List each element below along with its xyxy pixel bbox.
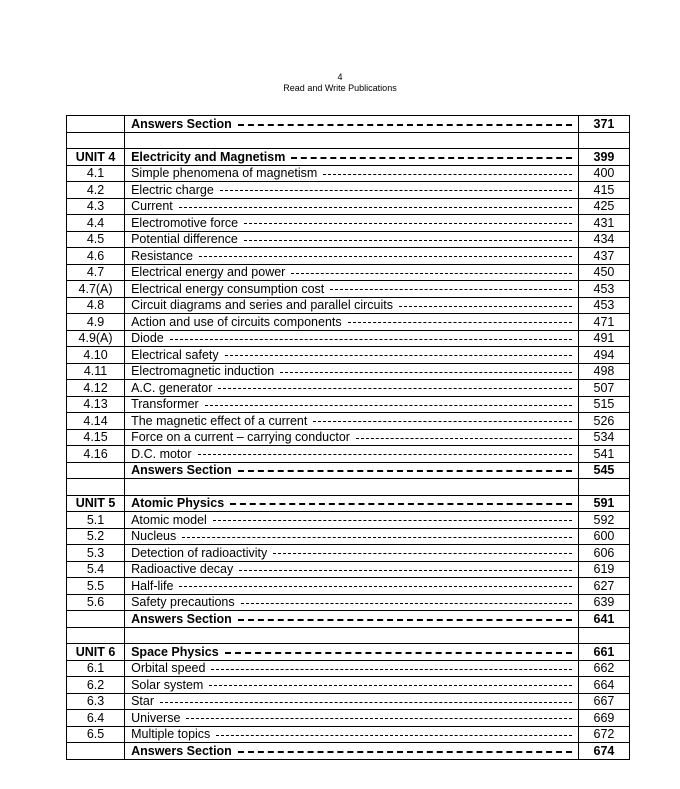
- toc-row: [67, 429, 630, 446]
- toc-page-number: 667: [578, 693, 629, 710]
- toc-row: [67, 182, 630, 199]
- toc-row: [67, 578, 630, 595]
- toc-title: Answers Section: [131, 116, 232, 131]
- toc-row: [67, 330, 630, 347]
- toc-title: Simple phenomena of magnetism: [131, 166, 318, 181]
- toc-title-cell: [125, 594, 579, 611]
- toc-page-number: 425: [578, 198, 629, 215]
- toc-title-cell: [125, 330, 579, 347]
- toc-row: [67, 462, 630, 479]
- toc-title-cell: [125, 231, 579, 248]
- toc-title: Universe: [131, 710, 181, 725]
- toc-row: [67, 512, 630, 529]
- dotted-leader: [280, 372, 572, 373]
- dotted-leader: [238, 619, 572, 621]
- toc-page-number: 661: [578, 644, 629, 661]
- dotted-leader: [179, 207, 572, 208]
- toc-title: Electromotive force: [131, 215, 239, 230]
- toc-row: [67, 677, 630, 694]
- toc-section-number: 5.1: [67, 512, 125, 529]
- toc-section-number: [67, 743, 125, 760]
- toc-title-cell: [125, 446, 579, 463]
- toc-title: Atomic Physics: [131, 496, 225, 511]
- dotted-leader: [209, 685, 572, 686]
- dotted-leader: [182, 537, 572, 538]
- toc-title: Electrical energy and power: [131, 265, 286, 280]
- toc-section-number: 4.3: [67, 198, 125, 215]
- toc-section-number: 4.12: [67, 380, 125, 397]
- dotted-leader: [186, 718, 571, 719]
- toc-page-number: 371: [578, 116, 629, 133]
- toc-title-cell: [125, 182, 579, 199]
- toc-section-number: 4.15: [67, 429, 125, 446]
- toc-title: Electromagnetic induction: [131, 364, 275, 379]
- toc-title: Action and use of circuits components: [131, 314, 342, 329]
- toc-page-number: 494: [578, 347, 629, 364]
- toc-title-cell: [125, 462, 579, 479]
- toc-title-cell: [125, 314, 579, 331]
- toc-page-number: 662: [578, 660, 629, 677]
- toc-section-number: 5.4: [67, 561, 125, 578]
- toc-row: [67, 561, 630, 578]
- toc-page-number: 674: [578, 743, 629, 760]
- toc-section-number: 6.4: [67, 710, 125, 727]
- toc-spacer-row: [67, 627, 630, 644]
- toc-title-cell: [125, 693, 579, 710]
- dotted-leader: [273, 553, 572, 554]
- dotted-leader: [211, 669, 571, 670]
- toc-title: Half-life: [131, 578, 174, 593]
- toc-title-cell: [125, 380, 579, 397]
- publisher-name: Read and Write Publications: [283, 83, 397, 93]
- toc-spacer-row: [67, 132, 630, 149]
- toc-title-cell: [125, 116, 579, 133]
- dotted-leader: [399, 306, 572, 307]
- toc-title: Star: [131, 694, 155, 709]
- toc-title: Resistance: [131, 248, 193, 263]
- toc-spacer-cell: [578, 132, 629, 149]
- table-of-contents: [66, 115, 630, 760]
- toc-page-number: 434: [578, 231, 629, 248]
- dotted-leader: [244, 223, 572, 224]
- toc-page-number: 639: [578, 594, 629, 611]
- toc-section-number: 5.6: [67, 594, 125, 611]
- dotted-leader: [291, 273, 572, 274]
- toc-title: Orbital speed: [131, 661, 206, 676]
- dotted-leader: [220, 190, 572, 191]
- toc-page-number: 545: [578, 462, 629, 479]
- dotted-leader: [241, 603, 572, 604]
- dotted-leader: [179, 586, 571, 587]
- toc-row: [67, 231, 630, 248]
- toc-title-cell: [125, 677, 579, 694]
- toc-title-cell: [125, 561, 579, 578]
- dotted-leader: [213, 520, 572, 521]
- toc-page-number: 672: [578, 726, 629, 743]
- toc-title: Answers Section: [131, 611, 232, 626]
- dotted-leader: [199, 256, 572, 257]
- toc-spacer-cell: [67, 479, 125, 496]
- toc-page-number: 591: [578, 495, 629, 512]
- toc-title-cell: [125, 743, 579, 760]
- toc-spacer-cell: [125, 132, 579, 149]
- page-header: [0, 72, 680, 94]
- dotted-leader: [238, 470, 572, 472]
- toc-title-cell: [125, 429, 579, 446]
- toc-section-number: 6.2: [67, 677, 125, 694]
- toc-row: [67, 693, 630, 710]
- toc-spacer-cell: [125, 627, 579, 644]
- toc-title-cell: [125, 545, 579, 562]
- toc-section-number: 6.5: [67, 726, 125, 743]
- toc-page-number: 399: [578, 149, 629, 166]
- dotted-leader: [356, 438, 572, 439]
- toc-title-cell: [125, 281, 579, 298]
- dotted-leader: [225, 355, 572, 356]
- toc-row: [67, 413, 630, 430]
- toc-page-number: 515: [578, 396, 629, 413]
- toc-section-number: 6.1: [67, 660, 125, 677]
- dotted-leader: [313, 421, 572, 422]
- toc-title-cell: [125, 347, 579, 364]
- toc-spacer-row: [67, 479, 630, 496]
- page-number: 4: [337, 72, 343, 82]
- toc-section-number: UNIT 4: [67, 149, 125, 166]
- toc-title: Multiple topics: [131, 727, 211, 742]
- toc-title: Electric charge: [131, 182, 214, 197]
- toc-page-number: 431: [578, 215, 629, 232]
- toc-title-cell: [125, 578, 579, 595]
- toc-section-number: 4.11: [67, 363, 125, 380]
- toc-section-number: 4.10: [67, 347, 125, 364]
- toc-section-number: UNIT 6: [67, 644, 125, 661]
- dotted-leader: [244, 240, 572, 241]
- toc-title: Electrical energy consumption cost: [131, 281, 325, 296]
- toc-section-number: [67, 462, 125, 479]
- toc-section-number: 5.2: [67, 528, 125, 545]
- toc-title: Solar system: [131, 677, 204, 692]
- toc-section-number: 6.3: [67, 693, 125, 710]
- toc-title-cell: [125, 198, 579, 215]
- toc-title: Nucleus: [131, 529, 177, 544]
- dotted-leader: [160, 702, 572, 703]
- toc-title-cell: [125, 495, 579, 512]
- toc-title-cell: [125, 644, 579, 661]
- toc-row: [67, 380, 630, 397]
- toc-row: [67, 264, 630, 281]
- dotted-leader: [230, 503, 572, 505]
- toc-page-number: 600: [578, 528, 629, 545]
- toc-title: Answers Section: [131, 463, 232, 478]
- toc-section-number: 4.6: [67, 248, 125, 265]
- toc-title-cell: [125, 726, 579, 743]
- toc-section-number: 4.13: [67, 396, 125, 413]
- toc-page-number: 541: [578, 446, 629, 463]
- toc-spacer-cell: [578, 479, 629, 496]
- toc-page-number: 619: [578, 561, 629, 578]
- toc-title: D.C. motor: [131, 446, 192, 461]
- toc-row: [67, 495, 630, 512]
- toc-page-number: 664: [578, 677, 629, 694]
- dotted-leader: [225, 652, 572, 654]
- toc-spacer-cell: [67, 627, 125, 644]
- toc-title: Electrical safety: [131, 347, 219, 362]
- toc-title: Radioactive decay: [131, 562, 234, 577]
- toc-page-number: 507: [578, 380, 629, 397]
- toc-title-cell: [125, 165, 579, 182]
- toc-section-number: 4.8: [67, 297, 125, 314]
- toc-section-number: 4.14: [67, 413, 125, 430]
- toc-title-cell: [125, 611, 579, 628]
- dotted-leader: [170, 339, 572, 340]
- toc-row: [67, 215, 630, 232]
- toc-row: [67, 545, 630, 562]
- toc-row: [67, 644, 630, 661]
- toc-title-cell: [125, 710, 579, 727]
- dotted-leader: [330, 289, 572, 290]
- toc-section-number: [67, 116, 125, 133]
- toc-page-number: 415: [578, 182, 629, 199]
- toc-page-number: 641: [578, 611, 629, 628]
- toc-section-number: 4.16: [67, 446, 125, 463]
- toc-section-number: 4.7(A): [67, 281, 125, 298]
- dotted-leader: [238, 751, 572, 753]
- toc-row: [67, 281, 630, 298]
- toc-title-cell: [125, 512, 579, 529]
- dotted-leader: [291, 157, 572, 159]
- toc-page-number: 498: [578, 363, 629, 380]
- toc-title-cell: [125, 660, 579, 677]
- toc-page-number: 453: [578, 297, 629, 314]
- toc-page-number: 400: [578, 165, 629, 182]
- toc-title-cell: [125, 363, 579, 380]
- toc-page-number: 491: [578, 330, 629, 347]
- toc-title: Space Physics: [131, 644, 219, 659]
- toc-row: [67, 248, 630, 265]
- toc-row: [67, 743, 630, 760]
- toc-row: [67, 165, 630, 182]
- toc-row: [67, 446, 630, 463]
- toc-section-number: 4.1: [67, 165, 125, 182]
- toc-title-cell: [125, 297, 579, 314]
- toc-title-cell: [125, 215, 579, 232]
- toc-spacer-cell: [67, 132, 125, 149]
- toc-title: Diode: [131, 331, 164, 346]
- toc-spacer-cell: [578, 627, 629, 644]
- dotted-leader: [348, 322, 572, 323]
- dotted-leader: [238, 124, 572, 126]
- toc-row: [67, 396, 630, 413]
- dotted-leader: [218, 388, 572, 389]
- toc-title: Answers Section: [131, 743, 232, 758]
- toc-page-number: 450: [578, 264, 629, 281]
- toc-page-number: 526: [578, 413, 629, 430]
- toc-title-cell: [125, 396, 579, 413]
- toc-section-number: 4.5: [67, 231, 125, 248]
- toc-section-number: 5.5: [67, 578, 125, 595]
- dotted-leader: [216, 735, 572, 736]
- toc-title-cell: [125, 264, 579, 281]
- toc-row: [67, 710, 630, 727]
- toc-title-cell: [125, 528, 579, 545]
- toc-title: Potential difference: [131, 232, 238, 247]
- toc-page-number: 437: [578, 248, 629, 265]
- toc-row: [67, 363, 630, 380]
- toc-row: [67, 347, 630, 364]
- toc-title: A.C. generator: [131, 380, 213, 395]
- toc-title: Force on a current – carrying conductor: [131, 430, 350, 445]
- toc-row: [67, 594, 630, 611]
- toc-row: [67, 297, 630, 314]
- toc-section-number: 4.9: [67, 314, 125, 331]
- toc-row: [67, 611, 630, 628]
- toc-section-number: 4.7: [67, 264, 125, 281]
- dotted-leader: [239, 570, 572, 571]
- toc-title: Detection of radioactivity: [131, 545, 268, 560]
- toc-page-number: 534: [578, 429, 629, 446]
- toc-spacer-cell: [125, 479, 579, 496]
- toc-page-number: 627: [578, 578, 629, 595]
- toc-section-number: 4.4: [67, 215, 125, 232]
- toc-section-number: [67, 611, 125, 628]
- toc-body: [67, 116, 630, 760]
- toc-row: [67, 149, 630, 166]
- toc-title-cell: [125, 149, 579, 166]
- toc-row: [67, 198, 630, 215]
- toc-title: The magnetic effect of a current: [131, 413, 308, 428]
- toc-page-number: 592: [578, 512, 629, 529]
- toc-page-number: 471: [578, 314, 629, 331]
- toc-title-cell: [125, 248, 579, 265]
- toc-section-number: 4.9(A): [67, 330, 125, 347]
- toc-section-number: UNIT 5: [67, 495, 125, 512]
- dotted-leader: [198, 454, 572, 455]
- toc-section-number: 5.3: [67, 545, 125, 562]
- dotted-leader: [323, 174, 572, 175]
- toc-page-number: 453: [578, 281, 629, 298]
- toc-title: Transformer: [131, 397, 199, 412]
- toc-title: Safety precautions: [131, 595, 235, 610]
- dotted-leader: [205, 405, 572, 406]
- toc-row: [67, 660, 630, 677]
- toc-page-number: 669: [578, 710, 629, 727]
- toc-title: Current: [131, 199, 173, 214]
- toc-row: [67, 528, 630, 545]
- toc-title: Electricity and Magnetism: [131, 149, 286, 164]
- toc-title-cell: [125, 413, 579, 430]
- toc-row: [67, 116, 630, 133]
- toc-title: Circuit diagrams and series and parallel circuits: [131, 298, 394, 313]
- toc-title: Atomic model: [131, 512, 207, 527]
- toc-row: [67, 726, 630, 743]
- toc-section-number: 4.2: [67, 182, 125, 199]
- toc-page-number: 606: [578, 545, 629, 562]
- toc-row: [67, 314, 630, 331]
